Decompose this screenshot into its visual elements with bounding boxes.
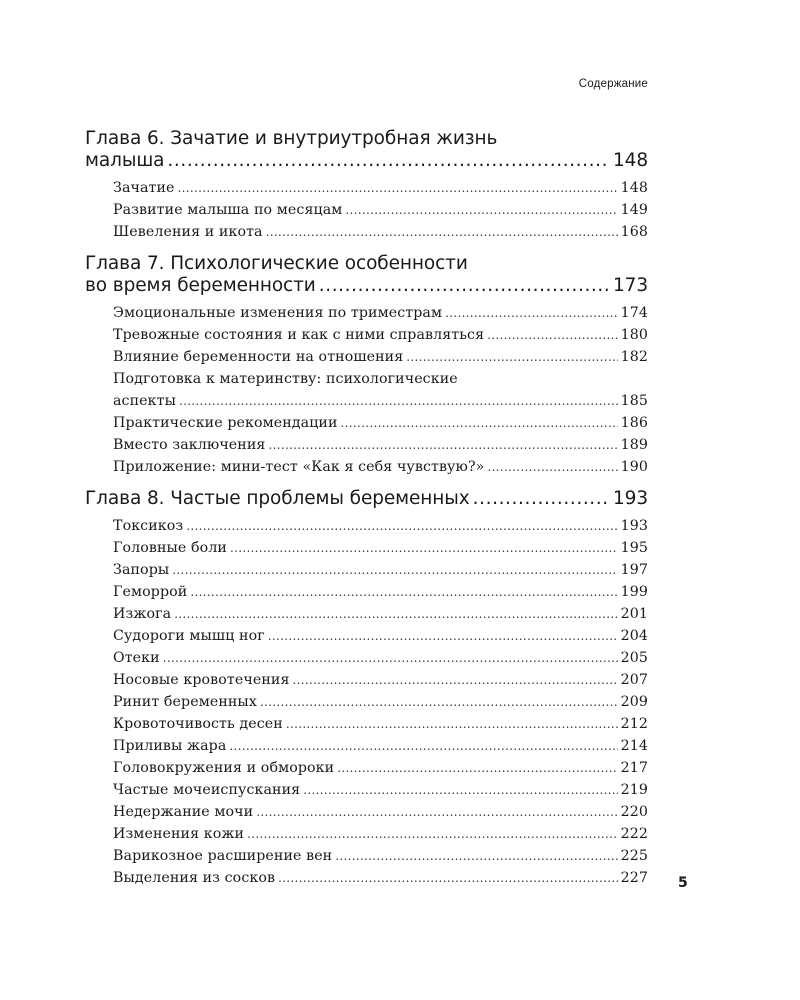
running-head: Содержание — [578, 78, 648, 90]
chapter-title-text: во время беременности — [85, 275, 316, 296]
entry-title: Недержание мочи — [113, 804, 254, 820]
entry-page-number: 193 — [620, 518, 648, 534]
dot-leader — [341, 412, 618, 434]
entry-title: Головные боли — [113, 540, 227, 556]
entry-page-number: 219 — [620, 782, 648, 798]
entry-title: Эмоциональные изменения по триместрам — [113, 305, 443, 321]
toc-entry[interactable] — [113, 779, 648, 801]
toc-entry[interactable] — [113, 581, 648, 603]
chapter-page-number: 173 — [612, 275, 648, 296]
entry-page-number: 207 — [620, 672, 648, 688]
entry-page-number: 212 — [620, 716, 648, 732]
entry-title: Ринит беременных — [113, 694, 257, 710]
entry-page-number: 214 — [620, 738, 648, 754]
dot-leader — [163, 647, 618, 669]
chapter-entries — [85, 177, 648, 243]
entry-page-number: 148 — [620, 180, 648, 196]
entry-title: Тревожные состояния и как с ними справляться — [113, 327, 485, 343]
dot-leader — [337, 757, 617, 779]
entry-page-number: 227 — [620, 870, 648, 886]
entry-title: Варикозное расширение вен — [113, 848, 333, 864]
entry-title: Изменения кожи — [113, 826, 245, 842]
chapter-title-line: Глава 6. Зачатие и внутриутробная жизнь — [85, 128, 498, 149]
dot-leader — [278, 867, 618, 889]
dot-leader — [229, 735, 617, 757]
entry-title: Влияние беременности на отношения — [113, 349, 404, 365]
entry-title: Частые мочеиспускания — [113, 782, 301, 798]
dot-leader — [230, 537, 618, 559]
entry-title: Геморрой — [113, 584, 188, 600]
toc-entry[interactable] — [113, 669, 648, 691]
entry-page-number: 168 — [620, 224, 648, 240]
toc-entry[interactable] — [113, 867, 648, 889]
dot-leader — [268, 625, 618, 647]
entry-title: Выделения из сосков — [113, 870, 276, 886]
entry-page-number: 222 — [620, 826, 648, 842]
entry-page-number: 186 — [620, 415, 648, 431]
entry-page-number: 209 — [620, 694, 648, 710]
dot-leader — [406, 346, 617, 368]
dot-leader — [167, 150, 610, 172]
entry-page-number: 220 — [620, 804, 648, 820]
entry-page-number: 197 — [620, 562, 648, 578]
chapter-8 — [85, 488, 648, 889]
page-number: 5 — [678, 875, 688, 891]
toc-entry[interactable] — [113, 537, 648, 559]
entry-title: Головокружения и обмороки — [113, 760, 335, 776]
entry-title: Отеки — [113, 650, 160, 666]
entry-title-line: Подготовка к материнству: психологические — [113, 371, 458, 387]
toc-entry[interactable] — [113, 735, 648, 757]
toc-entry[interactable] — [113, 823, 648, 845]
entry-page-number: 201 — [620, 606, 648, 622]
dot-leader — [293, 669, 618, 691]
dot-leader — [319, 275, 610, 297]
toc-entry[interactable] — [113, 691, 648, 713]
toc-entry[interactable] — [113, 801, 648, 823]
toc-entry[interactable] — [113, 647, 648, 669]
entry-page-number: 190 — [620, 459, 648, 475]
dot-leader — [178, 177, 618, 199]
toc-entry[interactable] — [113, 559, 648, 581]
dot-leader — [186, 515, 617, 537]
entry-title: Запоры — [113, 562, 170, 578]
entry-title: Вместо заключения — [113, 437, 266, 453]
entry-title: Судороги мышц ног — [113, 628, 265, 644]
toc-entry[interactable] — [113, 221, 648, 243]
chapter-title[interactable] — [85, 128, 648, 172]
entry-page-number: 185 — [620, 393, 648, 409]
chapter-page-number: 148 — [612, 150, 648, 171]
chapter-6 — [85, 128, 648, 243]
chapter-title-text: малыша — [85, 150, 165, 171]
entry-page-number: 189 — [620, 437, 648, 453]
dot-leader — [303, 779, 617, 801]
entry-title: Развитие малыша по месяцам — [113, 202, 343, 218]
toc-entry[interactable] — [113, 199, 648, 221]
entry-title: Практические рекомендации — [113, 415, 338, 431]
dot-leader — [179, 390, 618, 412]
dot-leader — [487, 456, 617, 478]
entry-page-number: 149 — [620, 202, 648, 218]
entry-title: Приливы жара — [113, 738, 227, 754]
entry-page-number: 217 — [620, 760, 648, 776]
toc-entry[interactable] — [113, 456, 648, 478]
entry-page-number: 225 — [620, 848, 648, 864]
entry-title: Кровоточивость десен — [113, 716, 283, 732]
toc-entry[interactable] — [113, 368, 648, 412]
toc-entry[interactable] — [113, 713, 648, 735]
toc-entry[interactable] — [113, 625, 648, 647]
chapter-title-text: Глава 8. Частые проблемы беременных — [85, 488, 470, 509]
toc-entry[interactable] — [113, 434, 648, 456]
entry-title: Шевеления и икота — [113, 224, 263, 240]
entry-page-number: 182 — [620, 349, 648, 365]
dot-leader — [445, 302, 618, 324]
entry-page-number: 195 — [620, 540, 648, 556]
dot-leader — [190, 581, 617, 603]
dot-leader — [256, 801, 617, 823]
entry-title: аспекты — [113, 393, 176, 409]
dot-leader — [260, 691, 618, 713]
dot-leader — [473, 488, 610, 510]
toc-entry[interactable] — [113, 346, 648, 368]
toc-entry[interactable] — [113, 845, 648, 867]
dot-leader — [268, 434, 617, 456]
entry-title: Зачатие — [113, 180, 175, 196]
chapter-title[interactable] — [85, 253, 648, 297]
chapter-7 — [85, 253, 648, 478]
toc-entry[interactable] — [113, 412, 648, 434]
chapter-title[interactable] — [85, 488, 648, 510]
toc-entry[interactable] — [113, 515, 648, 537]
entry-page-number: 204 — [620, 628, 648, 644]
dot-leader — [345, 199, 617, 221]
toc-entry[interactable] — [113, 177, 648, 199]
chapter-entries — [85, 515, 648, 889]
entry-page-number: 205 — [620, 650, 648, 666]
chapter-title-line: Глава 7. Психологические особенности — [85, 253, 468, 274]
dot-leader — [286, 713, 618, 735]
toc-entry[interactable] — [113, 302, 648, 324]
dot-leader — [266, 221, 618, 243]
entry-title: Изжога — [113, 606, 172, 622]
entry-page-number: 180 — [620, 327, 648, 343]
toc-entry[interactable] — [113, 757, 648, 779]
entry-page-number: 199 — [620, 584, 648, 600]
toc-entry[interactable] — [113, 603, 648, 625]
entry-page-number: 174 — [620, 305, 648, 321]
chapter-entries — [85, 302, 648, 478]
entry-title: Токсикоз — [113, 518, 184, 534]
table-of-contents — [85, 128, 648, 889]
entry-title: Носовые кровотечения — [113, 672, 290, 688]
dot-leader — [247, 823, 618, 845]
dot-leader — [174, 603, 617, 625]
entry-title: Приложение: мини-тест «Как я себя чувствую?» — [113, 459, 485, 475]
dot-leader — [335, 845, 617, 867]
dot-leader — [487, 324, 617, 346]
chapter-page-number: 193 — [612, 488, 648, 509]
dot-leader — [172, 559, 617, 581]
toc-entry[interactable] — [113, 324, 648, 346]
